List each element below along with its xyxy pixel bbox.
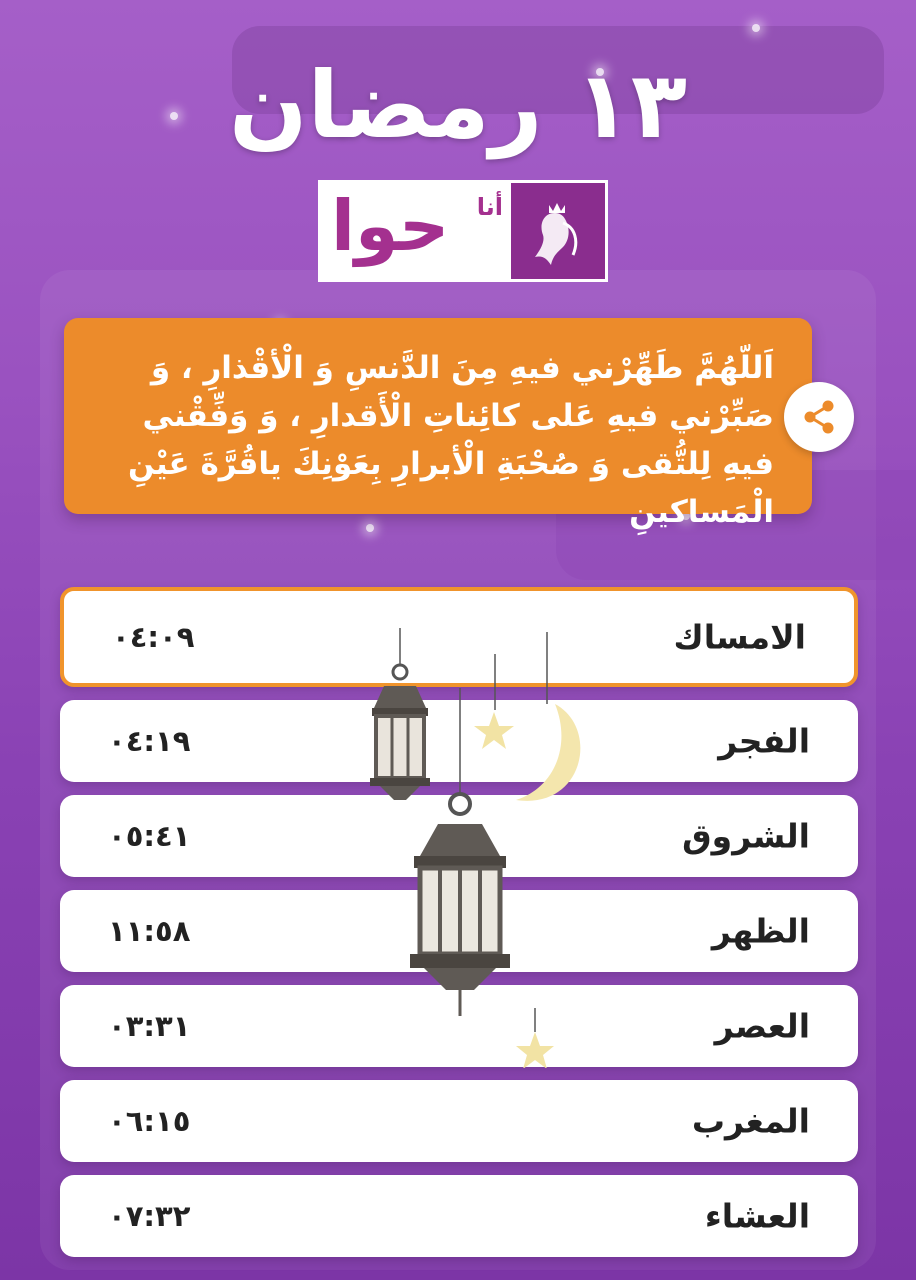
prayer-name: العشاء — [704, 1196, 810, 1236]
prayer-time: ١١:٥٨ — [108, 914, 191, 948]
logo-text-area — [321, 183, 511, 279]
prayer-time: ٠٦:١٥ — [108, 1104, 191, 1138]
dua-text: اَللّهُمَّ طَهِّرْني فيهِ مِنَ الدَّنسِ وَ الْأقْذارِ ، وَ صَبِّرْني فيهِ عَلى كائِناتِ الْأَقدارِ ، وَ وَفِّقْني فيهِ لِلتُّقى وَ صُحْبَةِ الْأبرارِ بِعَوْنِكَ ياقُرَّةَ عَيْنِ الْمَساكينِ — [127, 350, 774, 530]
share-icon — [799, 397, 839, 437]
prayer-row-shurooq[interactable] — [60, 795, 858, 877]
prayer-name: العصر — [714, 1006, 810, 1046]
prayer-name: الامساك — [673, 617, 806, 657]
share-button[interactable] — [784, 382, 854, 452]
prayer-time: ٠٥:٤١ — [108, 819, 191, 853]
page-title: ١٣ رمضان — [229, 52, 687, 159]
prayer-row-fajr[interactable] — [60, 700, 858, 782]
logo-text-main: حوا — [331, 185, 450, 267]
prayer-row-asr[interactable] — [60, 985, 858, 1067]
prayer-name: الظهر — [711, 911, 810, 951]
prayer-time: ٠٧:٣٢ — [108, 1199, 191, 1233]
logo-text-small: أنا — [476, 193, 503, 221]
prayer-time: ٠٤:١٩ — [108, 724, 191, 758]
prayer-name: الشروق — [682, 816, 810, 856]
prayer-row-imsak[interactable] — [60, 587, 858, 687]
prayer-time: ٠٣:٣١ — [108, 1009, 191, 1043]
prayer-row-dhuhr[interactable] — [60, 890, 858, 972]
prayer-name: الفجر — [718, 721, 810, 761]
sparkle — [752, 24, 760, 32]
prayer-name: المغرب — [691, 1101, 810, 1141]
prayer-time: ٠٤:٠٩ — [112, 620, 195, 654]
brand-logo — [318, 180, 608, 282]
dua-card — [64, 318, 812, 530]
logo-emblem — [511, 183, 605, 279]
prayer-row-isha[interactable] — [60, 1175, 858, 1257]
woman-silhouette-icon — [525, 199, 585, 269]
prayer-row-maghrib[interactable] — [60, 1080, 858, 1162]
